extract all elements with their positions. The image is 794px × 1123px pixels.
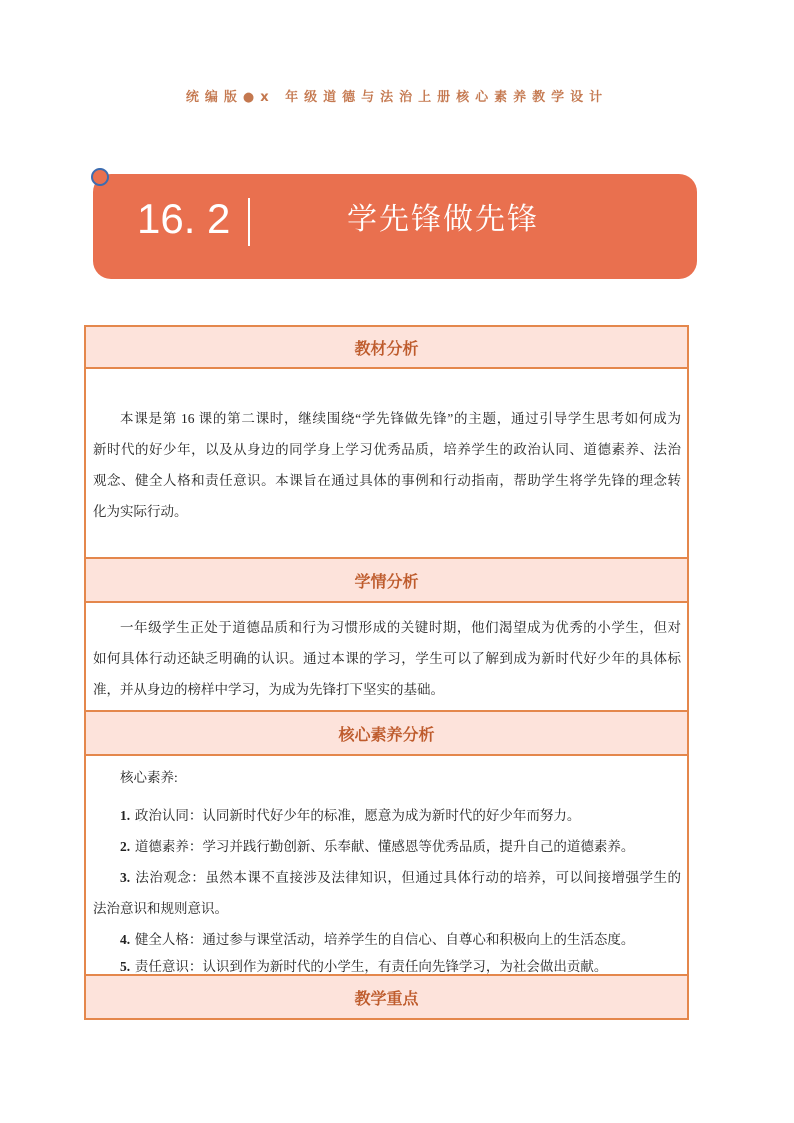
lesson-title: 学先锋做先锋 <box>347 202 539 237</box>
paragraph-line: 一年级学生正处于道德品质和行为习惯形成的关键时期，他们渴望成为优秀的小学生，但对 <box>120 620 681 635</box>
banner-divider <box>248 198 250 246</box>
section-body-core-literacy-analysis <box>86 756 687 976</box>
section-body-learner-analysis <box>86 603 687 712</box>
item-text: 政治认同：认同新时代好少年的标准，愿意为成为新时代的好少年而努力。 <box>134 808 581 823</box>
document-header-title: 统编版●x 年级道德与法治上册核心素养教学设计 <box>185 90 609 105</box>
section-heading-learner-analysis: 学情分析 <box>86 559 687 603</box>
decorative-circle-icon <box>91 168 109 186</box>
paragraph-line: 如何具体行动还缺乏明确的认识。通过本课的学习，学生可以了解到成为新时代好少年的具体标 <box>93 651 681 666</box>
item-line: 法治意识和规则意识。 <box>93 901 228 916</box>
item-line <box>93 862 681 893</box>
core-literacy-intro: 核心素养: <box>120 770 178 785</box>
paragraph-line: 新时代的好少年，以及从身边的同学身上学习优秀品质，培养学生的政治认同、道德素养、法治 <box>93 442 681 457</box>
core-literacy-item-1 <box>93 800 681 831</box>
item-number: 1. <box>120 808 131 823</box>
lesson-banner <box>93 174 697 279</box>
section-body-textbook-analysis <box>86 369 687 559</box>
section-heading-core-literacy-analysis: 核心素养分析 <box>86 712 687 756</box>
lesson-number: 16. 2 <box>137 195 231 242</box>
paragraph-line: 化为实际行动。 <box>93 504 188 519</box>
paragraph-line: 本课是第 16 课的第二课时，继续围绕“学先锋做先锋”的主题，通过引导学生思考如何成为 <box>120 411 681 426</box>
core-literacy-item-4 <box>93 924 681 955</box>
item-number: 4. <box>120 932 131 947</box>
paragraph-line: 观念、健全人格和责任意识。本课旨在通过具体的事例和行动指南，帮助学生将学先锋的理念转 <box>93 473 681 488</box>
item-text: 道德素养：学习并践行勤创新、乐奉献、懂感恩等优秀品质，提升自己的道德素养。 <box>134 839 635 854</box>
item-text: 法治观念：虽然本课不直接涉及法律知识，但通过具体行动的培养，可以间接增强学生的 <box>134 870 681 885</box>
item-number: 5. <box>120 959 131 974</box>
core-literacy-item-2 <box>93 831 681 862</box>
core-literacy-item-3 <box>93 862 681 924</box>
section-heading-teaching-focus: 教学重点 <box>86 976 687 1018</box>
item-number: 3. <box>120 870 131 885</box>
item-text: 责任意识：认识到作为新时代的小学生，有责任向先锋学习，为社会做出贡献。 <box>134 959 608 974</box>
item-number: 2. <box>120 839 131 854</box>
section-heading-textbook-analysis: 教材分析 <box>86 327 687 369</box>
lesson-design-table <box>84 325 689 1020</box>
item-text: 健全人格：通过参与课堂活动，培养学生的自信心、自尊心和积极向上的生活态度。 <box>134 932 635 947</box>
paragraph-line: 准，并从身边的榜样中学习，为成为先锋打下坚实的基础。 <box>93 682 444 697</box>
core-literacy-item-5 <box>93 955 681 976</box>
